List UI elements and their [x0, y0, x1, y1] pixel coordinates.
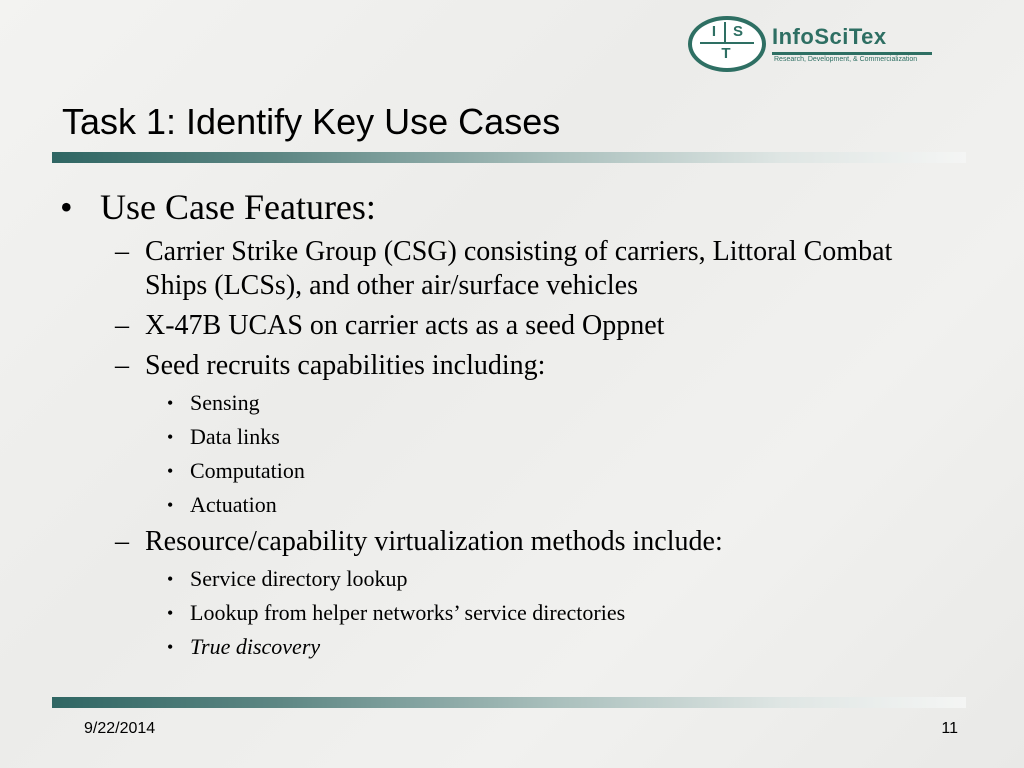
bullet-text: Service directory lookup — [190, 566, 408, 591]
bullet-text: Seed recruits capabilities including: — [145, 350, 546, 381]
bullet-list — [56, 185, 936, 667]
logo-underline — [772, 52, 932, 55]
bullet-text: Actuation — [190, 492, 277, 517]
list-item — [56, 185, 936, 229]
bullet-marker: • — [167, 461, 174, 481]
list-item — [56, 525, 936, 559]
logo-letter-s: S — [732, 23, 743, 40]
bullet-marker: • — [167, 637, 174, 657]
list-item — [56, 565, 936, 593]
bullet-marker: • — [167, 393, 174, 413]
list-item — [56, 457, 936, 485]
bullet-text: Lookup from helper networks’ service directories — [190, 600, 626, 625]
title-divider-bar — [52, 152, 966, 163]
bullet-text: X-47B UCAS on carrier acts as a seed Oppnet — [145, 310, 665, 341]
logo-divider — [724, 22, 726, 42]
footer-date: 9/22/2014 — [84, 720, 156, 737]
list-item — [56, 491, 936, 519]
bullet-text: True discovery — [190, 634, 321, 659]
logo-letter-t: T — [721, 45, 731, 62]
list-item — [56, 349, 936, 383]
list-item — [56, 309, 936, 343]
bullet-text: Use Case Features: — [100, 187, 376, 227]
bullet-marker: • — [167, 603, 174, 623]
dash-marker: – — [115, 310, 129, 341]
bullet-marker: • — [167, 427, 174, 447]
list-item — [56, 423, 936, 451]
bullet-text: Computation — [190, 458, 305, 483]
dash-marker: – — [115, 236, 129, 267]
bullet-marker: • — [60, 187, 73, 227]
dash-marker: – — [115, 350, 129, 381]
bullet-text: Carrier Strike Group (CSG) consisting of carriers, Littoral Combat Ships (LCSs), and other air/surface vehicles — [145, 236, 893, 301]
list-item — [56, 599, 936, 627]
bullet-text: Data links — [190, 424, 280, 449]
slide-title: Task 1: Identify Key Use Cases — [62, 101, 561, 142]
list-item — [56, 633, 936, 661]
logo-letter-i: I — [711, 23, 717, 40]
logo-wordmark: InfoSciTex — [772, 24, 887, 49]
dash-marker: – — [115, 526, 129, 557]
list-item — [56, 389, 936, 417]
bullet-marker: • — [167, 495, 174, 515]
logo-tagline: Research, Development, & Commercialization — [774, 56, 918, 63]
bullet-text: Sensing — [190, 390, 260, 415]
bullet-marker: • — [167, 569, 174, 589]
bullet-text: Resource/capability virtualization methods include: — [145, 526, 723, 557]
company-logo — [688, 14, 938, 74]
logo-divider — [700, 42, 754, 44]
list-item — [56, 235, 936, 303]
footer-divider-bar — [52, 697, 966, 708]
page-number: 11 — [941, 720, 958, 737]
logo-emblem — [688, 16, 766, 72]
